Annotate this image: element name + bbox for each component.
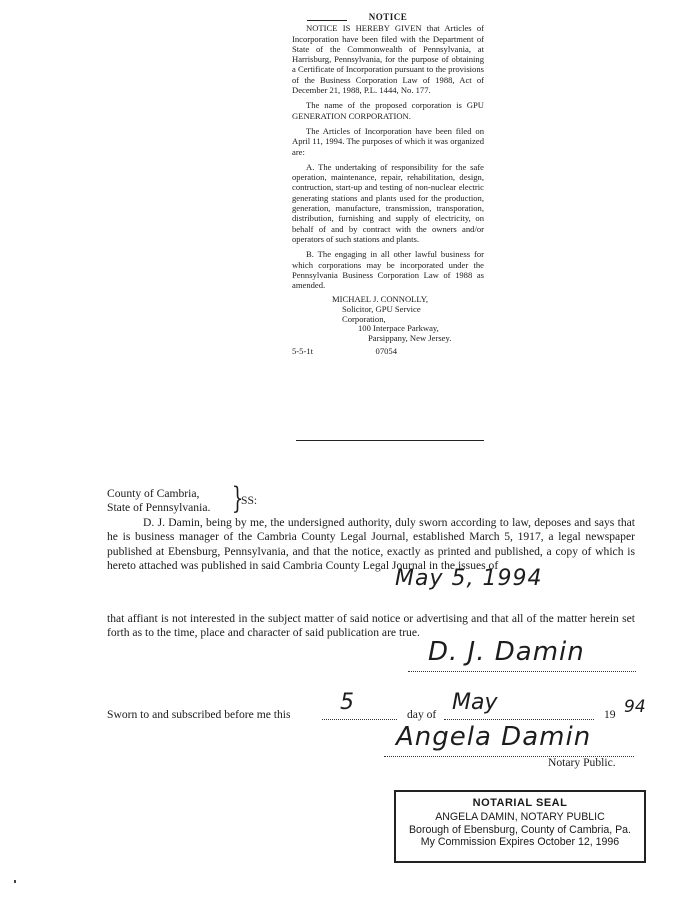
notary-signature: Angela Damin — [396, 722, 592, 752]
seal-line-2: Borough of Ebensburg, County of Cambria, Pa. — [408, 823, 631, 836]
handwritten-issue-date: May 5, 1994 — [395, 566, 543, 591]
signatory-zip: 07054 — [375, 346, 397, 357]
clipping-top-rule — [307, 20, 347, 21]
notice-name-paragraph: The name of the proposed corporation is GPU GENERATION CORPORATION. — [292, 100, 484, 121]
handwritten-year: 94 — [624, 697, 646, 717]
signatory-address1: 100 Interpace Parkway, — [358, 323, 439, 334]
notice-intro: NOTICE IS HEREBY GIVEN that Articles of Incorporation have been filed with the Department of State of the Commonwealth of Pennsylvania, at Harrisburg, Pennsylvania, for the purpose of obtaining a Certificate of Incorporation pursuant to the provisions of the Business Corporation Law of 1988, Act of December 21, 1988, P.L. 1444, No. 177. — [292, 23, 484, 96]
clipping-bottom-rule — [296, 440, 484, 441]
year-printed: 19 — [604, 708, 616, 721]
signatory-title: Solicitor, GPU Service — [342, 304, 421, 315]
day-line — [322, 719, 397, 720]
signatory-name: MICHAEL J. CONNOLLY, — [332, 294, 429, 305]
signatory-org: Corporation, — [342, 313, 386, 324]
clipping-footer — [292, 346, 397, 356]
affiant-signature: D. J. Damin — [428, 637, 585, 667]
affidavit-body — [107, 516, 635, 573]
notice-title: NOTICE — [368, 12, 408, 22]
month-line — [444, 719, 594, 720]
notice-purpose-a: A. The undertaking of responsibility for the safe operation, maintenance, repair, rehabilitation, design, contruction, start-up and testing of non-nuclear electric generating stations and plants used for the production, generation, manufacture, transmission, transporation, distribution, furnishing and supply of electricity, on behalf of and by contract with the owners and/or operators of such stations and plants. — [292, 161, 484, 244]
venue-ss: SS: — [241, 494, 258, 507]
notary-public-label: Notary Public. — [548, 756, 616, 769]
affiant-signature-line — [408, 671, 636, 672]
notice-purpose-b: B. The engaging in all other lawful business for which corporations may be incorporated under the Pennsylvania Business Corporation Law of 1988 as amended. — [292, 249, 484, 291]
day-of-label: day of — [407, 708, 437, 721]
newspaper-clipping — [292, 12, 484, 357]
seal-title: NOTARIAL SEAL — [472, 797, 568, 809]
affidavit-body-text: D. J. Damin, being by me, the undersigned authority, duly sworn according to law, deposes and says that he is business manager of the Cambria County Legal Journal, established March 5, 1917, a legal newspaper published at Ebensburg, Pennsylvania, and that the notice, exactly as printed and published, a copy of which is hereto attached was published in said Cambria County Legal Journal in the issues of — [107, 516, 635, 572]
handwritten-day: 5 — [340, 690, 354, 715]
handwritten-month: May — [452, 690, 498, 715]
clipping-code: 5-5-1t — [292, 346, 314, 357]
signatory-address2: Parsippany, New Jersey. — [368, 332, 452, 343]
venue-state: State of Pennsylvania. — [107, 501, 211, 515]
seal-line-1: ANGELA DAMIN, NOTARY PUBLIC — [435, 811, 605, 823]
sworn-text: Sworn to and subscribed before me this — [107, 708, 291, 721]
notarial-seal — [394, 790, 646, 863]
notice-filed-paragraph: The Articles of Incorporation have been filed on April 11, 1994. The purposes of which it was organized are: — [292, 125, 484, 157]
venue-brace: } — [231, 481, 244, 516]
seal-line-3: My Commission Expires October 12, 1996 — [420, 836, 620, 849]
notice-signatory — [332, 295, 484, 343]
venue-county: County of Cambria, — [107, 487, 200, 500]
venue-block — [107, 487, 210, 516]
scan-mark — [14, 880, 16, 883]
affidavit-body-continued: that affiant is not interested in the subject matter of said notice or advertising and that all of the matter herein set forth as to the time, place and character of said publication are true. — [107, 612, 635, 640]
